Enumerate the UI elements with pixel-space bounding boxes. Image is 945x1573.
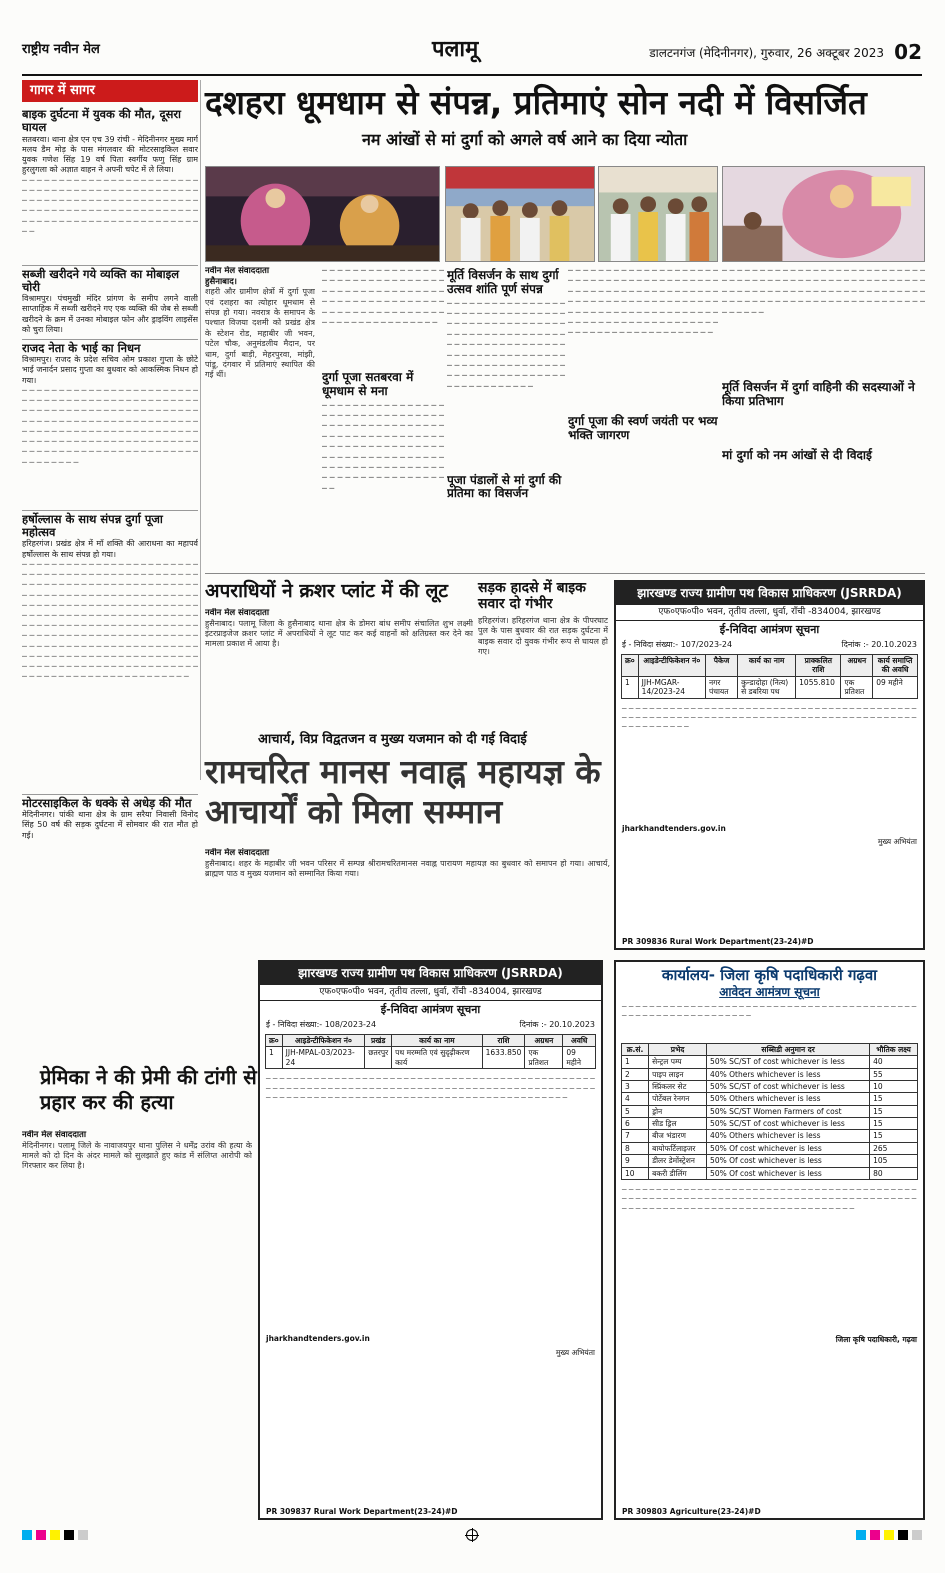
table-cell: एक प्रतिशत — [525, 1047, 563, 1069]
table-row — [266, 1047, 596, 1069]
table-cell: 50% Of cost whichever is less — [707, 1155, 870, 1167]
table-cell: 10 — [622, 1167, 649, 1179]
table-cell: 15 — [870, 1093, 918, 1105]
subsidy-table — [621, 1043, 918, 1180]
ad-date: दिनांक :- 20.10.2023 — [519, 1020, 595, 1029]
murder-headline: प्रेमिका ने की प्रेमी की टांगी से प्रहार कर की हत्या — [40, 1065, 257, 1114]
table-cell: 40% Others whichever is less — [707, 1068, 870, 1080]
swatch-magenta — [870, 1530, 880, 1540]
story-subhead: दुर्गा पूजा की स्वर्ण जयंती पर भव्य भक्ति जागरण — [568, 414, 718, 442]
ad-officer: मुख्य अभियंता — [555, 1347, 595, 1357]
brief-text: सतबरवा। थाना क्षेत्र एन एच 39 रांची - मेदिनीनगर मुख्य मार्ग मलय डैम मोड़ के पास मंगलवार की मोटरसाइकिल सवार युवक गणेश सिंह 19 वर्ष पिता स्वर्गीय फणु सिंह ग्राम हुरलुगला को अज्ञात वाहन ने अपनी चपेट में ले लिया। — [22, 134, 198, 175]
table-cell: 265 — [870, 1142, 918, 1154]
table-row — [622, 1130, 918, 1142]
table-cell: 50% Of cost whichever is less — [707, 1142, 870, 1154]
ad-ref: ई - निविदा संख्या:- 108/2023-24 — [266, 1020, 377, 1029]
story-subhead: मां दुर्गा को नम आंखों से दी विदाई — [722, 447, 872, 462]
table-cell: 1 — [622, 1056, 649, 1068]
ad-intro: ─ ─ ─ ─ ─ ─ ─ ─ ─ ─ ─ ─ ─ ─ ─ ─ ─ ─ ─ ─ ─ ─ ─ ─ ─ ─ ─ ─ ─ ─ ─ ─ ─ ─ ─ ─ ─ ─ ─ ─ ─ ─ ─ ─ ─ ─ ─ ─ ─ ─ ─ ─ ─ ─ ─ ─ ─ ─ ─ ─ ─ ─ — [622, 1001, 917, 1021]
table-cell: छतरपुर — [365, 1047, 392, 1069]
table-cell: 50% Others whichever is less — [707, 1093, 870, 1105]
filler-text: ─ ─ ─ ─ ─ ─ ─ ─ ─ ─ ─ ─ ─ ─ ─ ─ ─ ─ ─ ─ ─ ─ ─ ─ ─ ─ ─ ─ ─ ─ ─ ─ ─ ─ ─ ─ ─ ─ ─ ─ ─ ─ ─ ─ ─ ─ ─ ─ ─ ─ ─ ─ ─ ─ ─ ─ ─ ─ ─ ─ ─ ─ ─ ─ ─ ─ ─ ─ ─ ─ ─ ─ ─ ─ ─ ─ ─ ─ ─ ─ ─ ─ ─ ─ ─ ─ ─ ─ ─ ─ ─ ─ ─ ─ ─ ─ ─ ─ ─ ─ ─ ─ ─ ─ ─ ─ ─ ─ ─ ─ ─ ─ ─ ─ ─ ─ ─ ─ ─ ─ ─ ─ ─ ─ ─ ─ ─ ─ ─ ─ ─ ─ ─ ─ ─ ─ ─ ─ ─ ─ ─ ─ ─ ─ ─ ─ ─ ─ ─ ─ ─ ─ ─ ─ ─ ─ ─ ─ ─ ─ ─ ─ ─ ─ ─ ─ ─ ─ ─ ─ ─ ─ ─ ─ ─ ─ — [22, 385, 198, 467]
table-row — [622, 1167, 918, 1179]
ramcharit-kicker: आचार्य, विप्र विद्वतजन व मुख्य यजमान को दी गई विदाई — [258, 732, 527, 747]
table-cell: सेन्ट्रल पम्प — [649, 1056, 707, 1068]
tender-portal-link[interactable]: jharkhandtenders.gov.in — [266, 1334, 370, 1344]
table-row — [622, 1080, 918, 1092]
lead-subhead: नम आंखों से मां दुर्गा को अगले वर्ष आने का दिया न्योता — [362, 130, 688, 149]
table-header-cell: प्रभेद — [649, 1043, 707, 1055]
ad-ref-line — [616, 639, 923, 651]
brief-headline: बाइक दुर्घटना में युवक की मौत, दूसरा घायल — [22, 107, 182, 135]
ad-address: एफ०एफ०पी० भवन, तृतीय तल्ला, धुर्वा, राँची -834004, झारखण्ड — [260, 985, 601, 1001]
accident-headline: सड़क हादसे में बाइक सवार दो गंभीर — [478, 580, 586, 613]
table-cell: पाइप लाइन — [649, 1068, 707, 1080]
swatch-magenta — [36, 1530, 46, 1540]
table-row — [622, 1056, 918, 1068]
table-header-cell: सब्सिडी अनुमान दर — [707, 1043, 870, 1055]
photo-durga-pandal — [722, 166, 925, 262]
table-cell: 5 — [622, 1105, 649, 1117]
table-header-cell: अग्रधन — [841, 655, 873, 677]
page-number: 02 — [894, 40, 922, 64]
dateline: डालटनगंज (मेदिनीनगर), गुरुवार, 26 अक्टूबर 2023 — [649, 46, 884, 60]
story-body: हुसैनाबाद। शहर के महाबीर जी भवन परिसर में सम्पन्न श्रीरामचरितमानस नवाह्न पारायण महायज्ञ का बुधवार को समापन हो गया। आचार्य, ब्राह्मण पाठ व मुख्य यजमान को सम्मानित किया गया। — [205, 858, 610, 879]
paper-name: राष्ट्रीय नवीन मेल — [22, 42, 100, 57]
table-cell: ड्रोन — [649, 1105, 707, 1117]
story-subhead: मूर्ति विसर्जन के साथ दुर्गा उत्सव शांति पूर्ण संपन्न — [447, 268, 559, 296]
table-row — [622, 1155, 918, 1167]
table-cell: पथ मरम्मति एवं सुदृढ़ीकरण कार्य — [392, 1047, 482, 1069]
color-swatches-right — [856, 1530, 922, 1540]
table-cell: 2 — [622, 1068, 649, 1080]
ad-title: कार्यालय- जिला कृषि पदाधिकारी गढ़वा — [661, 966, 878, 984]
swatch-black — [898, 1530, 908, 1540]
masthead — [22, 34, 922, 76]
table-cell: JJH-MGAR-14/2023-24 — [638, 676, 705, 698]
swatch-black — [64, 1530, 74, 1540]
table-cell: 15 — [870, 1130, 918, 1142]
murder-story — [22, 1130, 252, 1510]
ad-title: झारखण्ड राज्य ग्रामीण पथ विकास प्राधिकरण (JSRRDA) — [616, 582, 923, 605]
table-cell: 15 — [870, 1118, 918, 1130]
tender-table — [621, 654, 918, 699]
story-body: हरिहरगंज। हरिहरगंज थाना क्षेत्र के पीपरघाट पुल के पास बुधवार की रात सड़क दुर्घटना में बाइक सवार दो युवक गंभीर रूप से घायल हो गए। — [478, 616, 608, 657]
table-cell: 09 महीने — [563, 1047, 596, 1069]
swatch-grey — [78, 1530, 88, 1540]
brief-headline: मोटरसाइकिल के धक्के से अधेड़ की मौत — [22, 794, 198, 810]
brief-text: विश्रामपुर। पंचमुखी मंदिर प्रांगण के समीप लगने वाली साप्ताहिक में सब्जी खरीदने गए एक व्यक्ति की जेब से सब्जी खरीदने के क्रम में उनका मोबाइल फोन और ड्राइविंग लाइसेंस को चुरा लिया। — [22, 294, 198, 334]
story-body: ─ ─ ─ ─ ─ ─ ─ ─ ─ ─ ─ ─ ─ ─ ─ ─ ─ ─ ─ ─ ─ ─ ─ ─ ─ ─ ─ ─ ─ ─ ─ ─ ─ ─ ─ ─ ─ ─ ─ ─ ─ ─ ─ ─ ─ ─ ─ ─ ─ ─ ─ ─ ─ ─ ─ ─ ─ ─ ─ ─ ─ ─ ─ ─ ─ ─ ─ ─ ─ ─ ─ ─ ─ ─ ─ ─ ─ ─ ─ ─ ─ ─ ─ ─ ─ ─ ─ ─ ─ ─ ─ ─ ─ ─ ─ ─ — [322, 266, 444, 327]
swatch-grey — [912, 1530, 922, 1540]
table-header-cell: अग्रधन — [525, 1035, 563, 1047]
color-swatches-left — [22, 1530, 88, 1540]
ad-ref: ई - निविदा संख्या:- 107/2023-24 — [622, 640, 733, 649]
story-body: ─ ─ ─ ─ ─ ─ ─ ─ ─ ─ ─ ─ ─ ─ ─ ─ ─ ─ ─ ─ ─ ─ ─ ─ ─ ─ ─ ─ ─ ─ ─ ─ ─ ─ ─ ─ ─ ─ ─ ─ ─ ─ ─ ─ ─ ─ ─ ─ ─ ─ ─ ─ ─ ─ ─ ─ ─ ─ ─ ─ ─ ─ ─ ─ ─ ─ ─ ─ ─ ─ ─ ─ ─ ─ ─ ─ ─ ─ ─ ─ ─ ─ ─ ─ ─ ─ ─ ─ ─ ─ ─ ─ ─ ─ ─ ─ ─ ─ ─ ─ ─ ─ ─ ─ ─ ─ ─ ─ ─ ─ ─ ─ ─ ─ — [722, 266, 925, 317]
table-cell: 40 — [870, 1056, 918, 1068]
ad-pr-code: PR 309837 Rural Work Department(23-24)#D — [266, 1506, 458, 1516]
table-header-cell: प्रखंड — [365, 1035, 392, 1047]
table-header-cell: राशि — [482, 1035, 525, 1047]
lead-column-2 — [322, 266, 444, 566]
table-header-cell: कार्य समाप्ति की अवधि — [873, 655, 918, 677]
table-cell: 50% SC/ST Women Farmers of cost — [707, 1105, 870, 1117]
ad-ref-line — [260, 1019, 601, 1031]
table-header-cell: क्र.सं. — [622, 1043, 649, 1055]
tender-table — [265, 1034, 596, 1069]
table-cell: 3 — [622, 1080, 649, 1092]
table-cell: 4 — [622, 1093, 649, 1105]
table-header-cell: आइडेन्टीफिकेशन नं० — [282, 1035, 365, 1047]
table-cell: 8 — [622, 1142, 649, 1154]
table-row — [622, 1142, 918, 1154]
story-body: ─ ─ ─ ─ ─ ─ ─ ─ ─ ─ ─ ─ ─ ─ ─ ─ ─ ─ ─ ─ ─ ─ ─ ─ ─ ─ ─ ─ ─ ─ ─ ─ ─ ─ ─ ─ ─ ─ ─ ─ ─ ─ ─ ─ ─ ─ ─ ─ ─ ─ ─ ─ ─ ─ ─ ─ ─ ─ ─ ─ ─ ─ ─ ─ ─ ─ ─ ─ ─ ─ ─ ─ ─ ─ ─ ─ ─ ─ ─ ─ ─ ─ ─ ─ ─ ─ ─ ─ ─ ─ ─ ─ ─ ─ ─ ─ ─ ─ ─ ─ ─ ─ ─ ─ ─ ─ ─ ─ ─ ─ ─ ─ ─ ─ ─ ─ ─ ─ ─ ─ ─ ─ ─ ─ ─ ─ ─ ─ ─ ─ — [322, 400, 444, 493]
story-subhead: पूजा पंडालों से मां दुर्गा की प्रतिमा का विसर्जन — [447, 472, 562, 501]
table-header-cell: क्र० — [622, 655, 639, 677]
table-header-cell: पैकेज — [705, 655, 737, 677]
filler-text: ─ ─ ─ ─ ─ ─ ─ ─ ─ ─ ─ ─ ─ ─ ─ ─ ─ ─ ─ ─ ─ ─ ─ ─ ─ ─ ─ ─ ─ ─ ─ ─ ─ ─ ─ ─ ─ ─ ─ ─ ─ ─ ─ ─ ─ ─ ─ ─ ─ ─ ─ ─ ─ ─ ─ ─ ─ ─ ─ ─ ─ ─ ─ ─ ─ ─ ─ ─ ─ ─ ─ ─ ─ ─ ─ ─ ─ ─ ─ ─ ─ ─ ─ ─ ─ ─ ─ ─ ─ ─ ─ ─ ─ ─ ─ ─ ─ ─ ─ ─ ─ ─ ─ ─ ─ ─ ─ ─ ─ ─ ─ ─ ─ ─ ─ ─ ─ ─ ─ ─ ─ ─ — [22, 175, 198, 236]
table-cell: 15 — [870, 1105, 918, 1117]
lead-column-5 — [722, 266, 925, 566]
ad-notice: ई-निविदा आमंत्रण सूचना — [380, 1003, 481, 1017]
ad-footer: ─ ─ ─ ─ ─ ─ ─ ─ ─ ─ ─ ─ ─ ─ ─ ─ ─ ─ ─ ─ ─ ─ ─ ─ ─ ─ ─ ─ ─ ─ ─ ─ ─ ─ ─ ─ ─ ─ ─ ─ ─ ─ ─ ─ ─ ─ ─ ─ ─ ─ ─ ─ ─ ─ ─ ─ ─ ─ ─ ─ ─ ─ ─ ─ ─ ─ ─ ─ ─ ─ ─ ─ ─ ─ ─ ─ ─ ─ ─ ─ ─ ─ ─ ─ ─ ─ ─ ─ ─ ─ ─ ─ ─ ─ ─ ─ — [622, 703, 917, 732]
brief-text: हरिहरगंज। प्रखंड क्षेत्र में माँ शक्ति की आराधना का महापर्व हर्षोल्लास के साथ संपन्न हो गया। — [22, 539, 198, 559]
color-registration-strip — [22, 1528, 922, 1542]
table-cell: 105 — [870, 1155, 918, 1167]
table-cell: 1055.810 — [796, 676, 841, 698]
story-subhead: मूर्ति विसर्जन में दुर्गा वाहिनी की सदस्याओं ने किया प्रतिभाग — [722, 380, 915, 408]
ad-subtitle: आवेदन आमंत्रण सूचना — [719, 984, 820, 999]
brief-text: मेदिनीनगर। पांकी थाना क्षेत्र के ग्राम सरैया निवासी विनोद सिंह 50 वर्ष की सड़क दुर्घटना में सोमवार की रात मौत हो गई। — [22, 810, 198, 840]
table-cell: 50% SC/ST of cost whichever is less — [707, 1056, 870, 1068]
lead-column-1 — [205, 266, 315, 566]
brief-headline: सब्जी खरीदने गये व्यक्ति का मोबाइल चोरी — [22, 265, 198, 294]
table-cell: 50% SC/ST of cost whichever is less — [707, 1080, 870, 1092]
swatch-yellow — [50, 1530, 60, 1540]
photo-crowd — [445, 166, 595, 262]
tender-ad-108 — [258, 960, 603, 1520]
accident-story — [478, 616, 608, 726]
table-header-cell: आइडेन्टीफिकेशन नं० — [638, 655, 705, 677]
ad-footer: ─ ─ ─ ─ ─ ─ ─ ─ ─ ─ ─ ─ ─ ─ ─ ─ ─ ─ ─ ─ ─ ─ ─ ─ ─ ─ ─ ─ ─ ─ ─ ─ ─ ─ ─ ─ ─ ─ ─ ─ ─ ─ ─ ─ ─ ─ ─ ─ ─ ─ ─ ─ ─ ─ ─ ─ ─ ─ ─ ─ ─ ─ ─ ─ ─ ─ ─ ─ ─ ─ ─ ─ ─ ─ ─ ─ ─ ─ ─ ─ ─ ─ ─ ─ ─ ─ ─ ─ ─ ─ ─ ─ ─ ─ ─ ─ ─ ─ ─ ─ ─ ─ ─ ─ ─ ─ ─ ─ ─ ─ ─ ─ ─ ─ ─ ─ ─ ─ ─ ─ ─ ─ ─ ─ ─ ─ ─ ─ ─ ─ ─ ─ ─ ─ ─ ─ ─ ─ ─ ─ — [266, 1074, 595, 1102]
brief-headline: राजद नेता के भाई का निधन — [22, 339, 198, 355]
table-cell: 1633.850 — [482, 1047, 525, 1069]
table-cell: 09 महीने — [873, 676, 918, 698]
registration-mark-icon — [466, 1529, 478, 1541]
table-cell: बायोफर्टिलाइजर — [649, 1142, 707, 1154]
byline: नवीन मेल संवाददाता — [205, 608, 270, 618]
byline: नवीन मेल संवाददाता — [22, 1130, 87, 1140]
table-cell: बीज भंडारण — [649, 1130, 707, 1142]
table-cell: कुन्डादोहा (नित्य) से डबरिया पथ — [738, 676, 796, 698]
ad-pr-code: PR 309836 Rural Work Department(23-24)#D — [622, 936, 814, 946]
table-cell: 40% Others whichever is less — [707, 1130, 870, 1142]
table-cell: डीलर डेमोंस्ट्रेशन — [649, 1155, 707, 1167]
tender-ad-107 — [614, 580, 925, 950]
crusher-story — [205, 608, 473, 728]
table-cell: 55 — [870, 1068, 918, 1080]
crusher-headline: अपराधियों ने क्रशर प्लांट में की लूट — [205, 580, 448, 602]
ramcharit-story — [205, 848, 610, 943]
table-cell: सीड ड्रिल — [649, 1118, 707, 1130]
ad-officer: जिला कृषि पदाधिकारी, गढ़वा — [835, 1334, 917, 1344]
table-row — [622, 676, 918, 698]
story-body: हुसैनाबाद। पलामू जिला के हुसैनाबाद थाना क्षेत्र के डोमरा बांध समीप संचालित शुभ लक्ष्मी इंटरप्राइजेज क्रशर प्लांट में अपराधियों ने लूट पाट कर कई वाहनों को क्षतिग्रस्त कर देने का मामला प्रकाश में आया है। — [205, 618, 473, 649]
table-cell: 80 — [870, 1167, 918, 1179]
table-cell: 1 — [622, 676, 639, 698]
table-cell: 1 — [266, 1047, 283, 1069]
table-row — [622, 1118, 918, 1130]
ramcharit-headline: रामचरित मानस नवाह्न महायज्ञ के आचार्यों को मिला सम्मान — [205, 752, 601, 831]
table-cell: JJH-MPAL-03/2023-24 — [282, 1047, 365, 1069]
table-cell: एक प्रतिशत — [841, 676, 873, 698]
table-row — [622, 1068, 918, 1080]
table-cell: पोर्टेबल रेनगन — [649, 1093, 707, 1105]
table-header-cell: अवधि — [563, 1035, 596, 1047]
table-cell: 50% Of cost whichever is less — [707, 1167, 870, 1179]
tender-portal-link[interactable]: jharkhandtenders.gov.in — [622, 823, 726, 833]
table-cell: 6 — [622, 1118, 649, 1130]
table-header-cell: भौतिक लक्ष्य — [870, 1043, 918, 1055]
table-header-cell: क्र० — [266, 1035, 283, 1047]
ad-pr-code: PR 309803 Agriculture(23-24)#D — [622, 1506, 761, 1516]
ad-officer: मुख्य अभियंता — [877, 836, 917, 846]
swatch-cyan — [22, 1530, 32, 1540]
table-cell: नगर पंचायत — [705, 676, 737, 698]
table-cell: 7 — [622, 1130, 649, 1142]
ad-notice: ई-निविदा आमंत्रण सूचना — [719, 623, 820, 637]
section-title: गागर में सागर — [22, 80, 198, 102]
agriculture-notice-ad — [614, 960, 925, 1520]
photo-procession — [598, 166, 718, 262]
table-cell: 50% SC/ST of cost whichever is less — [707, 1118, 870, 1130]
brief-text: विश्रामपुर। राजद के प्रदेश सचिव ओम प्रकाश गुप्ता के छोटे भाई जनार्दन प्रसाद गुप्ता का बुधवार को आकस्मिक निधन हो गया। — [22, 355, 198, 385]
story-body: ─ ─ ─ ─ ─ ─ ─ ─ ─ ─ ─ ─ ─ ─ ─ ─ ─ ─ ─ ─ ─ ─ ─ ─ ─ ─ ─ ─ ─ ─ ─ ─ ─ ─ ─ ─ ─ ─ ─ ─ ─ ─ ─ ─ ─ ─ ─ ─ ─ ─ ─ ─ ─ ─ ─ ─ ─ ─ ─ ─ ─ ─ ─ ─ ─ ─ ─ ─ ─ ─ ─ ─ ─ ─ ─ ─ ─ ─ ─ ─ ─ ─ ─ ─ ─ ─ ─ ─ ─ ─ ─ ─ ─ ─ ─ ─ ─ ─ ─ ─ ─ ─ ─ ─ ─ ─ ─ ─ ─ ─ ─ ─ ─ ─ ─ ─ ─ ─ ─ ─ ─ ─ ─ ─ ─ ─ ─ ─ ─ ─ ─ ─ ─ ─ ─ ─ ─ ─ ─ ─ — [568, 266, 718, 338]
brief-headline: हर्षोल्लास के साथ संपन्न दुर्गा पूजा महोत्सव — [22, 510, 198, 539]
table-header-cell: कार्य का नाम — [392, 1035, 482, 1047]
table-row — [622, 1093, 918, 1105]
table-row — [622, 1105, 918, 1117]
story-body: ─ ─ ─ ─ ─ ─ ─ ─ ─ ─ ─ ─ ─ ─ ─ ─ ─ ─ ─ ─ ─ ─ ─ ─ ─ ─ ─ ─ ─ ─ ─ ─ ─ ─ ─ ─ ─ ─ ─ ─ ─ ─ ─ ─ ─ ─ ─ ─ ─ ─ ─ ─ ─ ─ ─ ─ ─ ─ ─ ─ ─ ─ ─ ─ ─ ─ ─ ─ ─ ─ ─ ─ ─ ─ ─ ─ ─ ─ ─ ─ ─ ─ ─ ─ ─ ─ ─ ─ ─ ─ ─ ─ ─ ─ ─ ─ ─ ─ ─ ─ ─ ─ ─ ─ ─ ─ ─ ─ ─ ─ ─ ─ ─ ─ ─ ─ ─ ─ ─ ─ ─ ─ ─ ─ ─ ─ ─ ─ ─ ─ ─ ─ ─ ─ ─ ─ ─ ─ ─ ─ — [447, 298, 565, 391]
table-cell: बकरी डीलिंग — [649, 1167, 707, 1179]
table-cell: स्प्रिंकलर सेट — [649, 1080, 707, 1092]
table-header-cell: कार्य का नाम — [738, 655, 796, 677]
story-dateline: हुसैनाबाद। — [205, 276, 237, 287]
ad-address: एफ०एफ०पी० भवन, तृतीय तल्ला, धुर्वा, राँची -834004, झारखण्ड — [616, 605, 923, 621]
byline: नवीन मेल संवाददाता — [205, 848, 270, 858]
lead-headline: दशहरा धूमधाम से संपन्न, प्रतिमाएं सोन नदी में विसर्जित — [205, 83, 867, 122]
section-name: पलामू — [432, 37, 479, 62]
swatch-yellow — [884, 1530, 894, 1540]
ad-date: दिनांक :- 20.10.2023 — [841, 640, 917, 649]
table-cell: 10 — [870, 1080, 918, 1092]
filler-text: ─ ─ ─ ─ ─ ─ ─ ─ ─ ─ ─ ─ ─ ─ ─ ─ ─ ─ ─ ─ ─ ─ ─ ─ ─ ─ ─ ─ ─ ─ ─ ─ ─ ─ ─ ─ ─ ─ ─ ─ ─ ─ ─ ─ ─ ─ ─ ─ ─ ─ ─ ─ ─ ─ ─ ─ ─ ─ ─ ─ ─ ─ ─ ─ ─ ─ ─ ─ ─ ─ ─ ─ ─ ─ ─ ─ ─ ─ ─ ─ ─ ─ ─ ─ ─ ─ ─ ─ ─ ─ ─ ─ ─ ─ ─ ─ ─ ─ ─ ─ ─ ─ ─ ─ ─ ─ ─ ─ ─ ─ ─ ─ ─ ─ ─ ─ ─ ─ ─ ─ ─ ─ ─ ─ ─ ─ ─ ─ ─ ─ ─ ─ ─ ─ ─ ─ ─ ─ ─ ─ ─ ─ ─ ─ ─ ─ ─ ─ ─ ─ ─ ─ ─ ─ ─ ─ ─ ─ ─ ─ ─ ─ ─ ─ ─ ─ ─ ─ ─ ─ ─ ─ ─ ─ ─ ─ ─ ─ ─ ─ ─ ─ ─ ─ ─ ─ ─ ─ ─ ─ ─ ─ ─ ─ ─ ─ ─ ─ ─ ─ ─ ─ ─ ─ ─ ─ ─ ─ ─ ─ ─ ─ ─ ─ ─ ─ ─ ─ ─ ─ ─ ─ ─ ─ ─ ─ ─ ─ ─ ─ ─ ─ ─ ─ ─ ─ ─ ─ ─ ─ ─ ─ ─ ─ ─ ─ ─ ─ ─ ─ ─ ─ ─ ─ ─ ─ ─ ─ ─ ─ ─ ─ ─ ─ ─ ─ ─ ─ ─ ─ ─ ─ ─ ─ ─ ─ ─ ─ ─ ─ ─ ─ ─ ─ ─ ─ ─ — [22, 559, 198, 682]
swatch-cyan — [856, 1530, 866, 1540]
section-rule — [205, 573, 925, 574]
story-body: मेदिनीनगर। पलामू जिले के नावाजयपुर थाना पुलिस ने धर्मेंद्र उरांव की हत्या के मामले को दो दिन के अंदर मामले को सुलझाते हुए कांड में संलिप्त आरोपी को गिरफ्तार कर लिया है। — [22, 1140, 252, 1171]
table-header-cell: प्राक्कलित राशि — [796, 655, 841, 677]
story-subhead: दुर्गा पूजा सतबरवा में धूमधाम से मना — [322, 370, 414, 398]
story-body: शहरी और ग्रामीण क्षेत्रों में दुर्गा पूजा एवं दशहरा का त्योहार धूमधाम से संपन्न हो गया। नवरात्र के समापन के पश्चात विजया दशमी को प्रखंड क्षेत्र के स्टेशन रोड, महाबीर जी भवन, पटेल चौक, अनुमंडलीय मैदान, पर धाम, दुर्गा बाड़ी, मेहरपुरवा, मांझी, पांडू, दंगवार में प्रतिमाएं स्थापित की गई थीं। — [205, 287, 315, 380]
lead-column-4 — [568, 266, 718, 566]
column-rule — [200, 80, 201, 780]
byline: नवीन मेल संवाददाता — [205, 266, 270, 276]
table-cell: 9 — [622, 1155, 649, 1167]
ad-title: झारखण्ड राज्य ग्रामीण पथ विकास प्राधिकरण (JSRRDA) — [260, 962, 601, 985]
lead-column-3 — [447, 266, 565, 566]
ad-footer: ─ ─ ─ ─ ─ ─ ─ ─ ─ ─ ─ ─ ─ ─ ─ ─ ─ ─ ─ ─ ─ ─ ─ ─ ─ ─ ─ ─ ─ ─ ─ ─ ─ ─ ─ ─ ─ ─ ─ ─ ─ ─ ─ ─ ─ ─ ─ ─ ─ ─ ─ ─ ─ ─ ─ ─ ─ ─ ─ ─ ─ ─ ─ ─ ─ ─ ─ ─ ─ ─ ─ ─ ─ ─ ─ ─ ─ ─ ─ ─ ─ ─ ─ ─ ─ ─ ─ ─ ─ ─ ─ ─ ─ ─ ─ ─ ─ ─ ─ ─ ─ ─ ─ ─ ─ ─ ─ ─ ─ ─ ─ ─ ─ ─ ─ ─ ─ ─ ─ ─ — [622, 1184, 917, 1213]
photo-durga-idol — [205, 166, 440, 262]
